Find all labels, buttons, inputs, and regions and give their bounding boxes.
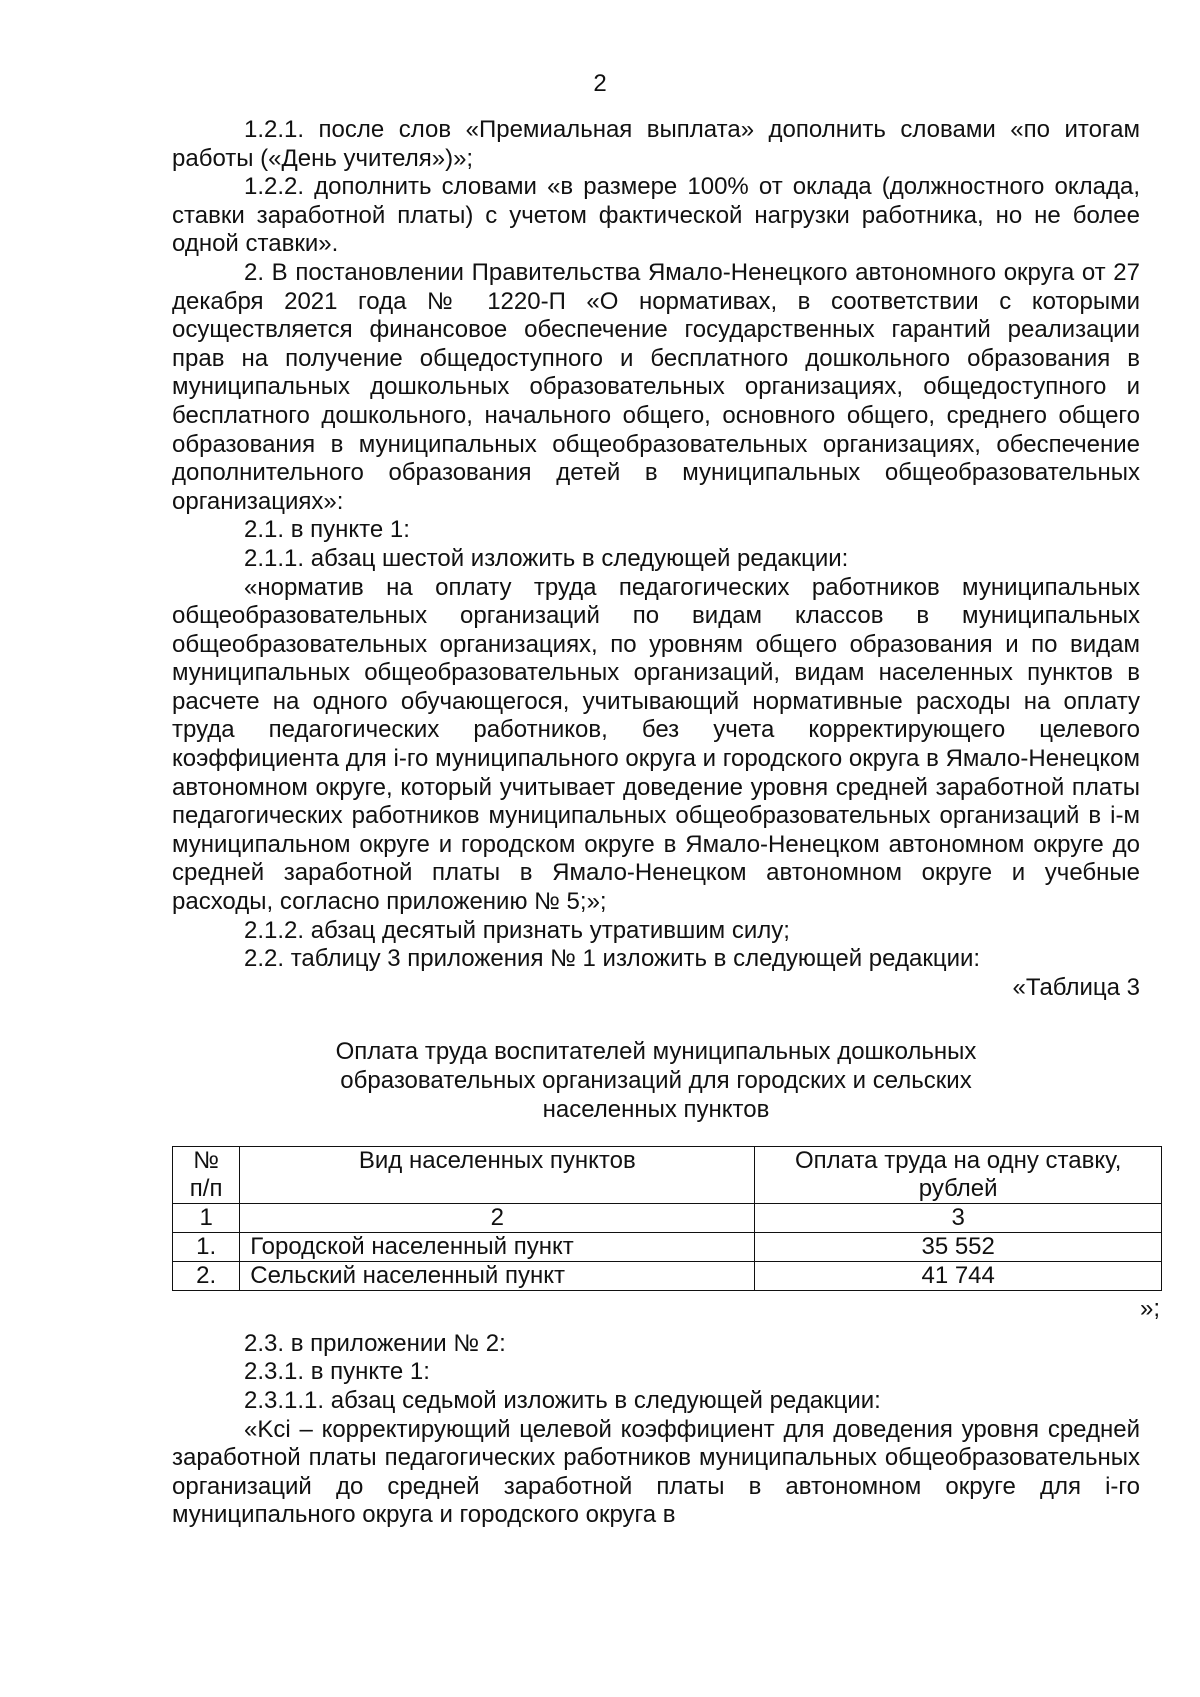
numbering-cell: 2 [240, 1204, 755, 1233]
salary-table [172, 1146, 1162, 1291]
table-label: «Таблица 3 [1012, 973, 1140, 1001]
paragraph: «норматив на оплату труда педагогических работников муниципальных общеобразовательных организаций по видам классов в муниципальных общеобразовательных организациях, по уровням общего образования и по видам муниципальных общеобразовательных организаций, видам населенных пунктов в расчете на одного обучающегося, учитывающий нормативные расходы на оплату труда педагогических работников, без учета корректирующего целевого коэффициента для i-го муниципального округа и городского округа в Ямало-Ненецком автономном округе, который учитывает доведение уровня средней заработной платы педагогических работников муниципальных общеобразовательных организаций в i-м муниципальном округе и городском округе в Ямало-Ненецком автономном округе до средней заработной платы в Ямало-Ненецком автономном округе и учебные расходы, согласно приложению № 5;»; [172, 573, 1140, 916]
settlement-type: Городской населенный пункт [240, 1233, 755, 1262]
paragraph: 2.3.1.1. абзац седьмой изложить в следующей редакции: [244, 1386, 881, 1414]
table-row [173, 1262, 1162, 1291]
numbering-cell: 3 [755, 1204, 1162, 1233]
document-body [172, 116, 1160, 1530]
table-title: Оплата труда воспитателей муниципальных дошкольных образовательных организаций для городских и сельских населенных пунктов [335, 1038, 977, 1123]
numbering-cell: 1 [173, 1204, 240, 1233]
table-end-quote: »; [1139, 1295, 1160, 1323]
paragraph: 2.1. в пункте 1: [244, 516, 410, 544]
row-number: 1. [173, 1233, 240, 1262]
paragraph: 2.2. таблицу 3 приложения № 1 изложить в следующей редакции: [244, 945, 981, 973]
paragraph: 2.3.1. в пункте 1: [244, 1358, 430, 1386]
table-numbering-row [173, 1204, 1162, 1233]
paragraph: 1.2.1. после слов «Премиальная выплата» дополнить словами «по итогам работы («День учителя»)»; [172, 116, 1140, 172]
salary-value: 41 744 [755, 1262, 1162, 1291]
paragraph: 2. В постановлении Правительства Ямало-Ненецкого автономного округа от 27 декабря 2021 года № 1220-П «О нормативах, в соответствии с которыми осуществляется финансовое обеспечение государственных гарантий реализации прав на получение общедоступного и бесплатного дошкольного образования в муниципальных дошкольных образовательных организациях, общедоступного и бесплатного дошкольного, начального общего, основного общего, среднего общего образования в муниципальных общеобразовательных организациях, обеспечение дополнительного образования детей в муниципальных общеобразовательных организациях»: [172, 258, 1140, 515]
paragraph: «Kci – корректирующий целевой коэффициент для доведения уровня средней заработной платы педагогических работников муниципальных общеобразовательных организаций до средней заработной платы в автономном округе для i-го муниципального округа и городского округа в [172, 1415, 1140, 1529]
header-cell: № п/п [173, 1147, 240, 1204]
salary-value: 35 552 [755, 1233, 1162, 1262]
header-cell: Вид населенных пунктов [240, 1147, 755, 1204]
table-header-row [173, 1147, 1162, 1204]
page-number: 2 [593, 70, 607, 97]
settlement-type: Сельский населенный пункт [240, 1262, 755, 1291]
paragraph: 2.1.1. абзац шестой изложить в следующей редакции: [244, 544, 849, 572]
table-row [173, 1233, 1162, 1262]
paragraph: 2.1.2. абзац десятый признать утратившим силу; [244, 916, 790, 944]
row-number: 2. [173, 1262, 240, 1291]
paragraph: 2.3. в приложении № 2: [244, 1329, 506, 1357]
paragraph: 1.2.2. дополнить словами «в размере 100% от оклада (должностного оклада, ставки заработной платы) с учетом фактической нагрузки работника, но не более одной ставки». [172, 173, 1140, 258]
header-cell: Оплата труда на одну ставку, рублей [755, 1147, 1162, 1204]
